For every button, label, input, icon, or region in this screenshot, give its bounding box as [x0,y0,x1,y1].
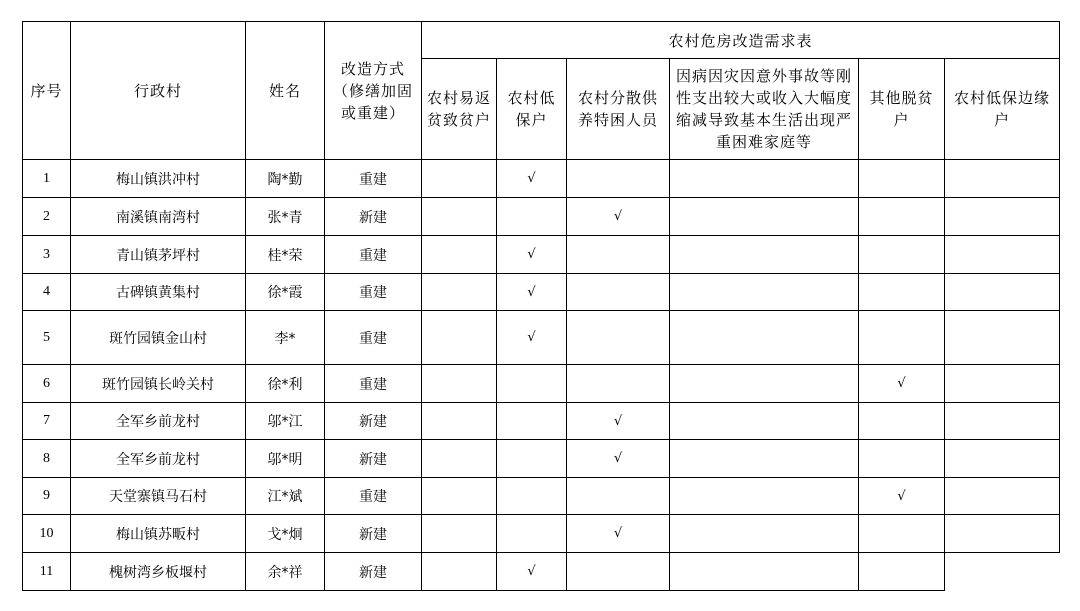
row-check-cell [945,198,1060,236]
row-method: 新建 [325,403,422,440]
header-seq: 序号 [23,22,71,160]
row-name: 戈*炯 [246,515,325,553]
row-check-cell [567,478,670,515]
row-check-cell [859,440,945,478]
row-check-cell [670,440,859,478]
row-seq: 10 [23,515,71,553]
table-row [23,274,1060,311]
row-check-cell [497,478,567,515]
table-body [23,160,1060,591]
row-check-cell [422,403,497,440]
header-cat-tekun: 农村分散供养特困人员 [567,59,670,160]
row-check-cell [945,553,1060,591]
row-check-cell [497,198,567,236]
row-village: 梅山镇苏畈村 [71,515,246,553]
row-check-cell [945,403,1060,440]
row-check-cell [422,311,497,365]
rural-housing-renovation-table [22,21,1060,591]
row-check-cell [670,478,859,515]
row-check-cell [497,440,567,478]
row-check-cell: √ [497,311,567,365]
row-name: 徐*霞 [246,274,325,311]
header-name: 姓名 [246,22,325,160]
row-check-cell [859,403,945,440]
row-check-cell [567,274,670,311]
row-check-cell [670,365,859,403]
header-cat-other-tuopin: 其他脱贫户 [859,59,945,160]
row-check-cell [945,478,1060,515]
row-check-cell [945,274,1060,311]
row-check-cell [422,160,497,198]
row-check-cell: √ [859,478,945,515]
table-row [23,365,1060,403]
row-village: 斑竹园镇金山村 [71,311,246,365]
row-method: 重建 [325,236,422,274]
row-village: 梅山镇洪冲村 [71,160,246,198]
row-check-cell [422,440,497,478]
row-seq: 7 [23,403,71,440]
row-seq: 5 [23,311,71,365]
row-name: 徐*利 [246,365,325,403]
row-seq: 8 [23,440,71,478]
row-check-cell [422,198,497,236]
row-village: 全军乡前龙村 [71,440,246,478]
row-check-cell [567,160,670,198]
row-check-cell: √ [497,160,567,198]
row-check-cell: √ [497,236,567,274]
row-check-cell [859,311,945,365]
row-check-cell [567,311,670,365]
table-row [23,440,1060,478]
row-check-cell [945,440,1060,478]
row-check-cell [859,160,945,198]
row-method: 新建 [325,515,422,553]
row-village: 槐树湾乡板堰村 [71,553,246,591]
row-village: 斑竹园镇长岭关村 [71,365,246,403]
row-check-cell [422,236,497,274]
row-check-cell [670,160,859,198]
table-row [23,311,1060,365]
row-check-cell [497,515,567,553]
row-check-cell [422,553,497,591]
row-method: 重建 [325,274,422,311]
row-check-cell [859,236,945,274]
row-check-cell [859,198,945,236]
header-cat-hardship: 因病因灾因意外事故等刚性支出较大或收入大幅度缩减导致基本生活出现严重困难家庭等 [670,59,859,160]
header-cat-vulnerable: 农村易返贫致贫户 [422,59,497,160]
row-check-cell [670,236,859,274]
table-row [23,515,1060,553]
row-check-cell [670,403,859,440]
row-check-cell [859,274,945,311]
row-check-cell: √ [567,198,670,236]
header-village: 行政村 [71,22,246,160]
row-check-cell [497,365,567,403]
row-village: 青山镇茅坪村 [71,236,246,274]
table-row [23,478,1060,515]
row-village: 天堂寨镇马石村 [71,478,246,515]
row-check-cell [670,515,859,553]
row-check-cell [422,274,497,311]
row-name: 余*祥 [246,553,325,591]
row-check-cell [945,311,1060,365]
row-check-cell: √ [567,440,670,478]
row-check-cell: √ [859,365,945,403]
header-cat-dibao-edge: 农村低保边缘户 [945,59,1060,160]
row-check-cell [670,274,859,311]
row-seq: 1 [23,160,71,198]
row-name: 桂*荣 [246,236,325,274]
row-name: 邬*江 [246,403,325,440]
row-seq: 3 [23,236,71,274]
table-title: 农村危房改造需求表 [422,22,1060,59]
row-check-cell [670,311,859,365]
row-check-cell [422,365,497,403]
row-method: 新建 [325,440,422,478]
row-village: 全军乡前龙村 [71,403,246,440]
row-name: 江*斌 [246,478,325,515]
row-village: 南溪镇南湾村 [71,198,246,236]
row-check-cell [670,553,859,591]
row-check-cell [670,198,859,236]
row-check-cell [945,365,1060,403]
row-name: 陶*勤 [246,160,325,198]
row-check-cell [945,160,1060,198]
row-check-cell [422,515,497,553]
row-check-cell: √ [497,274,567,311]
row-check-cell [567,553,670,591]
header-cat-dibao: 农村低保户 [497,59,567,160]
row-check-cell [422,478,497,515]
table-row [23,236,1060,274]
table-row [23,403,1060,440]
row-seq: 6 [23,365,71,403]
row-seq: 11 [23,553,71,591]
row-check-cell: √ [497,553,567,591]
row-check-cell [945,236,1060,274]
row-check-cell: √ [567,403,670,440]
row-check-cell [859,515,945,553]
row-village: 古碑镇黄集村 [71,274,246,311]
row-check-cell [497,403,567,440]
row-name: 张*青 [246,198,325,236]
row-check-cell: √ [567,515,670,553]
row-method: 新建 [325,198,422,236]
row-check-cell [567,236,670,274]
row-seq: 4 [23,274,71,311]
row-name: 李* [246,311,325,365]
row-seq: 9 [23,478,71,515]
table-row [23,553,1060,591]
row-method: 重建 [325,478,422,515]
row-method: 重建 [325,365,422,403]
row-method: 重建 [325,311,422,365]
row-name: 邬*明 [246,440,325,478]
row-method: 新建 [325,553,422,591]
row-check-cell [859,553,945,591]
table-row [23,160,1060,198]
row-check-cell [945,515,1060,553]
row-method: 重建 [325,160,422,198]
row-check-cell [567,365,670,403]
table-row [23,198,1060,236]
row-seq: 2 [23,198,71,236]
header-method: 改造方式（修缮加固或重建） [325,22,422,160]
